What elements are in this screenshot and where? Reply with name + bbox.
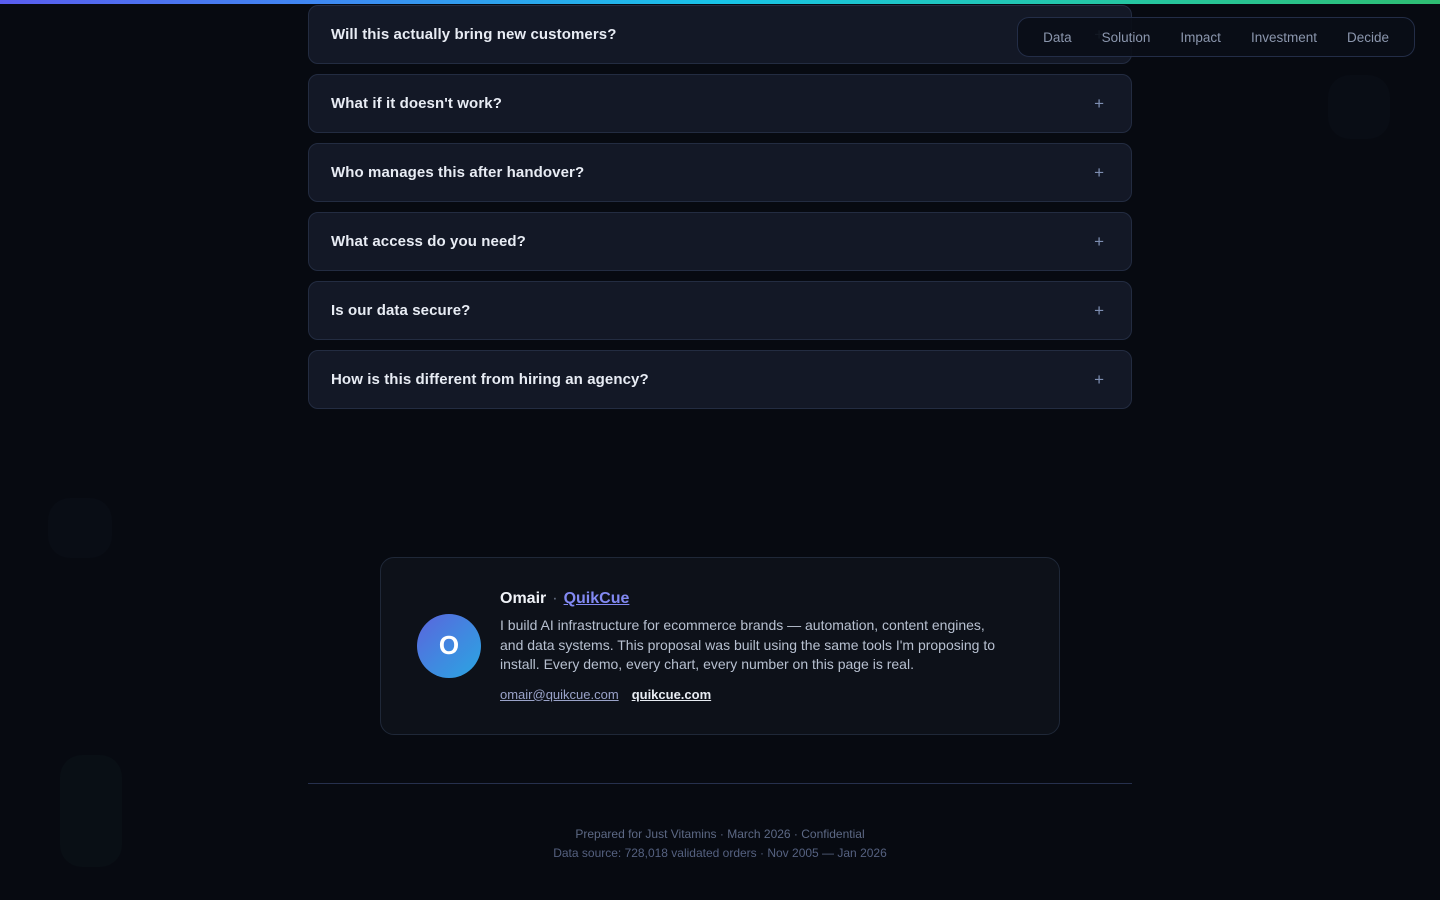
faq-question: How is this different from hiring an agency? [331, 371, 649, 388]
plus-icon: + [1094, 232, 1104, 251]
faq-item-handover[interactable] [308, 143, 1132, 202]
faq-list [308, 0, 1132, 409]
plus-icon: + [1094, 370, 1104, 389]
footer-prepared-for: Prepared for Just Vitamins · March 2026 · Confidential [575, 826, 865, 841]
plus-icon: + [1094, 163, 1104, 182]
author-title [500, 590, 1012, 608]
nav-item-investment[interactable]: Investment [1236, 22, 1332, 53]
main-content [308, 0, 1132, 863]
faq-item-vs-agency[interactable] [308, 350, 1132, 409]
decorative-shape [1328, 75, 1390, 139]
plus-icon: + [1094, 301, 1104, 320]
nav-item-data[interactable]: Data [1028, 22, 1087, 53]
nav-item-solution[interactable]: Solution [1087, 22, 1166, 53]
faq-item-new-customers[interactable] [308, 5, 1132, 64]
author-links [500, 687, 1012, 702]
plus-icon: + [1094, 94, 1104, 113]
author-bio: I build AI infrastructure for ecommerce brands — automation, content engines, and data systems. This proposal was built using the same tools I'm proposing to install. Every demo, every chart, every number on this page is real. [500, 617, 996, 672]
author-card [380, 557, 1060, 735]
footer-data-source: Data source: 728,018 validated orders · Nov 2005 — Jan 2026 [553, 845, 887, 860]
faq-question: Is our data secure? [331, 302, 471, 319]
brand-link[interactable]: QuikCue [563, 590, 630, 607]
section-nav [1017, 17, 1415, 57]
separator-dot: · [552, 590, 558, 607]
faq-question: Who manages this after handover? [331, 164, 585, 181]
decorative-shape [48, 498, 112, 558]
email-link[interactable]: omair@quikcue.com [500, 686, 619, 702]
faq-item-doesnt-work[interactable] [308, 74, 1132, 133]
nav-item-decide[interactable]: Decide [1332, 22, 1404, 53]
nav-item-impact[interactable]: Impact [1165, 22, 1236, 53]
decorative-shape [60, 755, 122, 867]
avatar [417, 614, 481, 678]
page-footer [308, 784, 1132, 863]
faq-item-access[interactable] [308, 212, 1132, 271]
website-link[interactable]: quikcue.com [631, 686, 712, 702]
scroll-progress-bar [0, 0, 1440, 4]
faq-question: What if it doesn't work? [331, 95, 502, 112]
author-name: Omair [500, 590, 547, 607]
faq-item-data-secure[interactable] [308, 281, 1132, 340]
faq-question: What access do you need? [331, 233, 526, 250]
author-info [500, 590, 1012, 702]
faq-question: Will this actually bring new customers? [331, 26, 617, 43]
avatar-initial: O [438, 630, 460, 661]
